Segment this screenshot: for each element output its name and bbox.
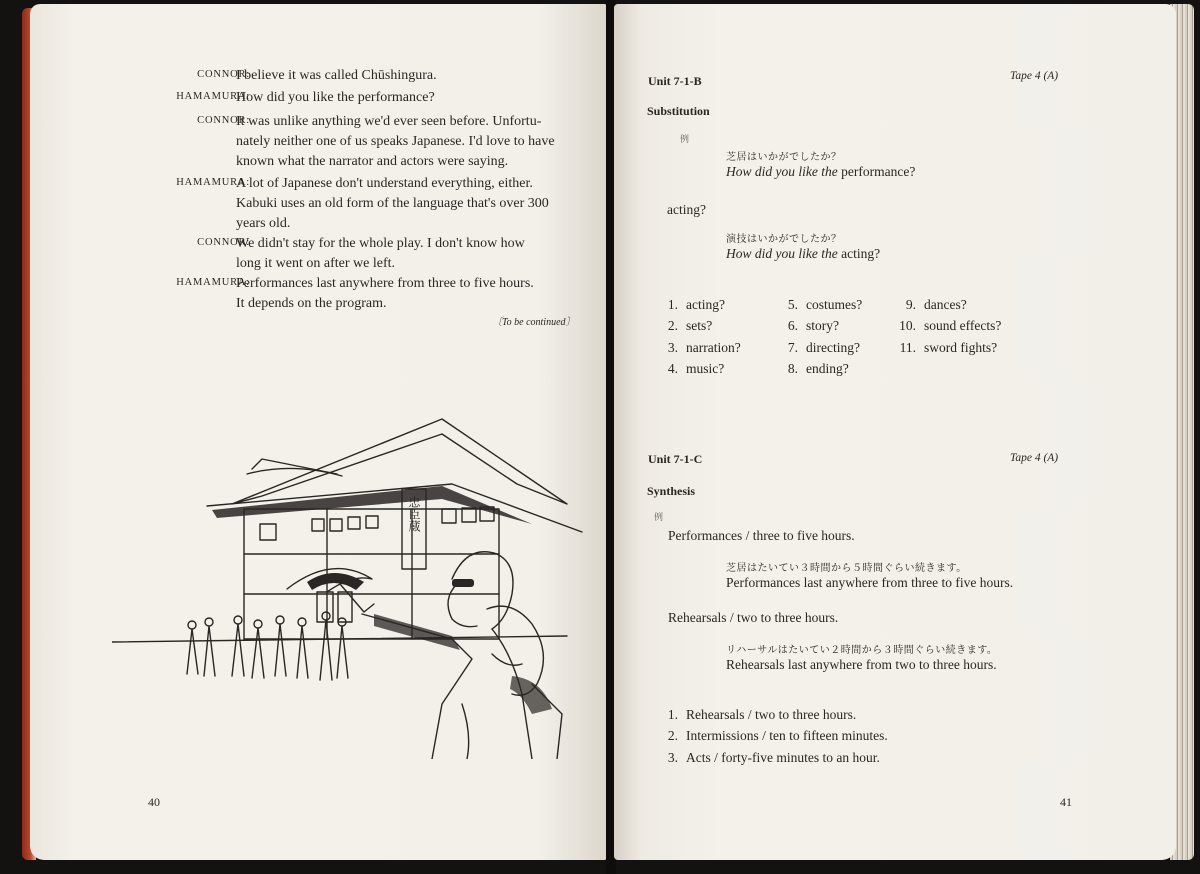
list-item: 8. ending? [787,361,849,376]
speech-line: nately neither one of us speaks Japanese. I'd love to have [236,134,555,149]
speaker-label: CONNOR: [197,237,250,248]
list-item: 2. Intermissions / ten to fifteen minutes. [667,728,888,743]
speech-line: Kabuki uses an old form of the language that's over 300 [236,196,549,211]
tape-label: Tape 4 (A) [1010,70,1059,82]
example-english: Rehearsals last anywhere from two to three hours. [726,657,997,672]
list-item: 5. costumes? [787,297,863,312]
list-item: 6. story? [787,318,839,333]
list-item: 1. Rehearsals / two to three hours. [667,707,857,722]
speech-text [236,274,578,314]
right-page [614,4,1176,860]
list-item: 3. Acts / forty-five minutes to an hour. [667,750,880,765]
example-japanese: 芝居はいかがでしたか？ [726,152,842,163]
speech-line: Performances last anywhere from three to five hours. [236,276,534,291]
speech-line: long it went on after we left. [236,256,396,271]
speaker-label: CONNOR: [197,115,250,126]
speaker-label: CONNOR: [197,69,250,80]
list-item: 10. sound effects? [899,318,1002,333]
speech-text [236,112,578,172]
speech-line: known what the narrator and actors were saying. [236,154,509,169]
speech-line: We didn't stay for the whole play. I don't know how [236,236,525,251]
cue-word: acting? [667,202,706,217]
example-english-italic: How did you like the [726,246,838,261]
speech-line: I believe it was called Chūshingura. [236,68,437,83]
theater-sign: 忠臣蔵 [407,496,421,532]
example-english [726,164,915,180]
section-heading: Synthesis [647,484,696,498]
speech-text [236,174,578,234]
speech-line: It was unlike anything we'd ever seen before. Unfortu- [236,114,542,129]
synthesis-cue: Performances / three to five hours. [668,528,855,543]
example-english-italic: How did you like the [726,164,838,179]
section-heading: Substitution [647,104,710,118]
speech-text [236,88,578,108]
tape-label: Tape 4 (A) [1010,452,1059,464]
list-item: 2. sets? [667,318,713,333]
example-english-cue: acting? [837,246,881,261]
example-japanese: 演技はいかがでしたか？ [726,234,842,245]
speech-line: years old. [236,216,291,231]
example-mark: 例 [680,134,690,144]
list-item: 7. directing? [787,340,860,355]
to-be-continued: 〔To be continued〕 [492,317,576,328]
speech-text [236,234,578,274]
example-japanese: 芝居はたいてい３時間から５時間ぐらい続きます。 [726,563,967,574]
speaker-label: HAMAMURA: [176,91,250,102]
speech-line: It depends on the program. [236,296,387,311]
unit-heading: Unit 7-1-B [648,74,702,88]
list-item: 4. music? [667,361,725,376]
speaker-label: HAMAMURA: [176,177,250,188]
list-item: 11. sword fights? [899,340,998,355]
speech-text [236,66,578,86]
list-item: 3. narration? [667,340,741,355]
page-number: 41 [1060,795,1072,809]
page-number: 40 [148,795,160,809]
speech-line: A lot of Japanese don't understand everything, either. [236,176,533,191]
example-english-cue: performance? [837,164,916,179]
list-item: 9. dances? [905,297,967,312]
list-item: 1. acting? [667,297,725,312]
kabuki-theater-illustration [112,414,592,759]
example-japanese: リハーサルはたいてい２時間から３時間ぐらい続きます。 [726,645,998,656]
synthesis-cue: Rehearsals / two to three hours. [668,610,839,625]
speech-line: How did you like the performance? [236,90,435,105]
example-mark: 例 [654,512,664,522]
example-english [726,246,880,262]
left-page [30,4,608,860]
unit-heading: Unit 7-1-C [648,452,703,466]
example-english: Performances last anywhere from three to five hours. [726,575,1014,590]
speaker-label: HAMAMURA: [176,277,250,288]
